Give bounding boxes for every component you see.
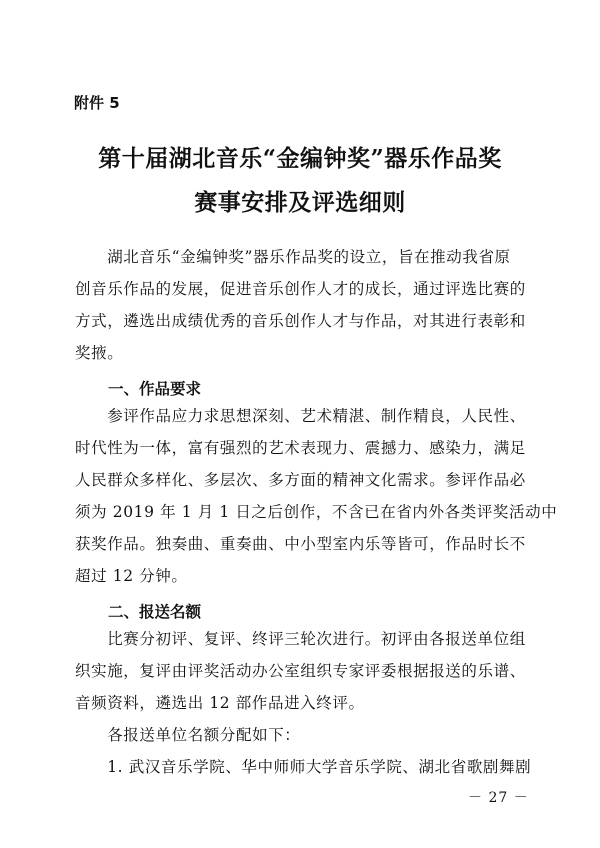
intro-line: 湖北音乐“金编钟奖”器乐作品奖的设立，旨在推动我省原 [75,248,511,266]
section-2-heading: 二、报送名额 [108,603,202,621]
section-2-paragraph [75,623,532,783]
document-title-line-1: 第十届湖北音乐“金编钟奖”器乐作品奖 [98,145,502,172]
intro-paragraph [75,241,527,369]
intro-line: 奖掖。 [75,344,124,362]
section-1-line: 时代性为一体，富有强烈的艺术表现力、震撼力、感染力，满足 [75,439,526,457]
section-1-paragraph [75,400,558,592]
section-2-line: 1. 武汉音乐学院、华中师师大学音乐学院、湖北省歌剧舞剧 [75,758,532,776]
section-2-line: 织实施，复评由评奖活动办公室组织专家评委根据报送的乐谱、 [75,662,526,680]
section-1-line: 人民群众多样化、多层次、多方面的精神文化需求。参评作品必 [75,471,526,489]
document-title-line-2: 赛事安排及评选细则 [194,189,406,216]
attachment-label: 附件 5 [74,94,120,112]
section-2-line: 音频资料，遴选出 12 部作品进入终评。 [75,694,365,712]
page-number: － 27 － [468,790,529,806]
section-1-line: 参评作品应力求思想深刻、艺术精湛、制作精良，人民性、 [75,407,526,425]
section-1-heading: 一、作品要求 [108,380,202,398]
section-2-line: 各报送单位名额分配如下： [75,726,301,744]
intro-line: 方式，遴选出成绩优秀的音乐创作人才与作品，对其进行表彰和 [75,312,526,330]
section-1-line: 超过 12 分钟。 [75,567,188,585]
intro-line: 创音乐作品的发展，促进音乐创作人才的成长，通过评选比赛的 [75,280,526,298]
section-1-line: 获奖作品。独奏曲、重奏曲、中小型室内乐等皆可，作品时长不 [75,535,526,553]
section-1-line: 须为 2019 年 1 月 1 日之后创作，不含已在省内外各类评奖活动中 [75,503,558,521]
section-2-line: 比赛分初评、复评、终评三轮次进行。初评由各报送单位组 [75,630,526,648]
